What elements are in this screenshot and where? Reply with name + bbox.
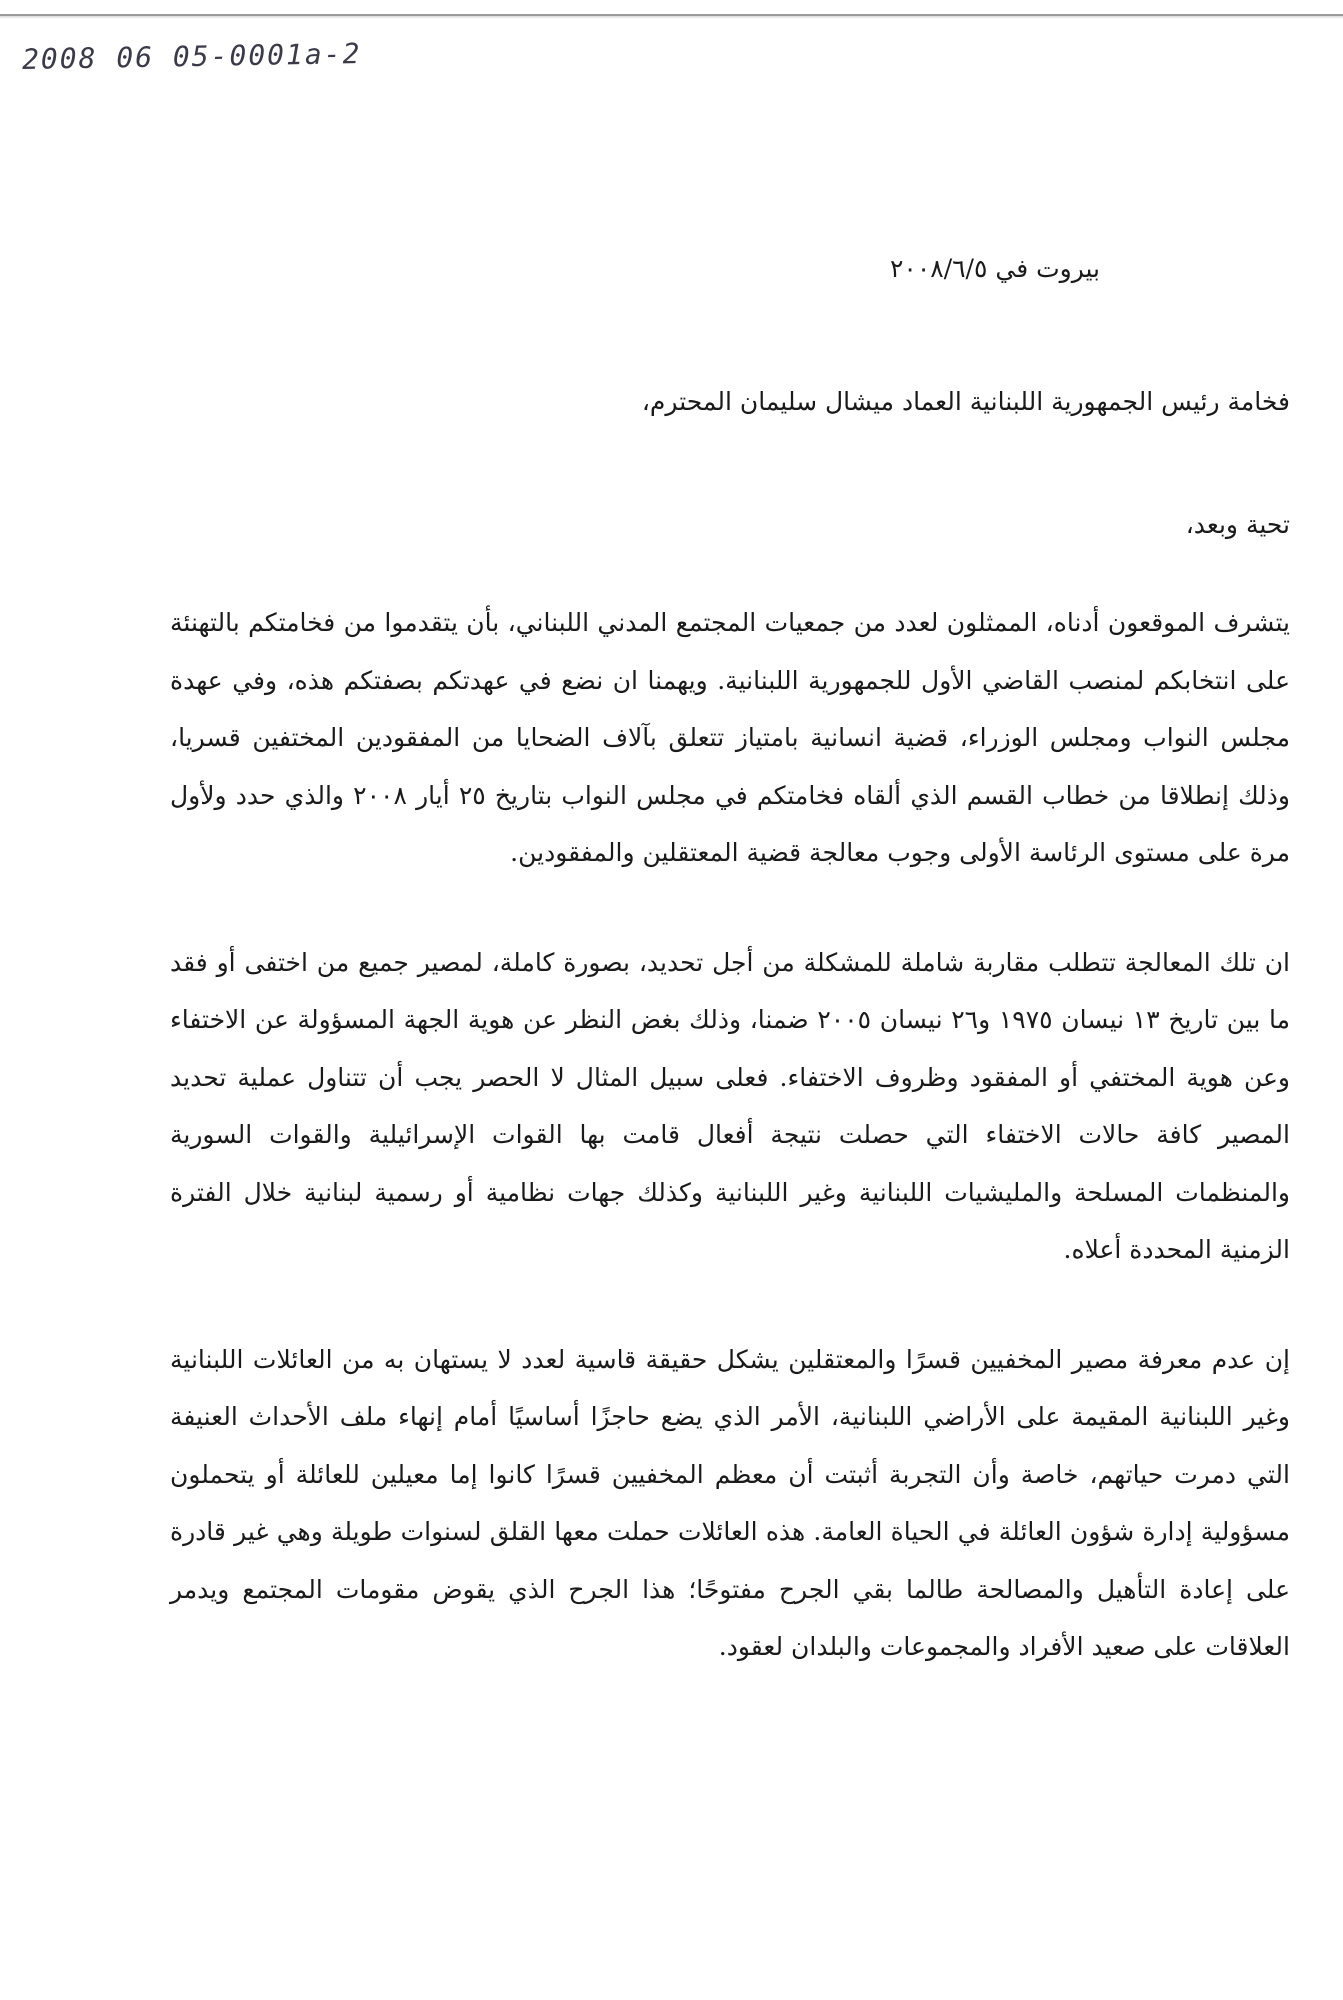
paragraph-families-impact: إن عدم معرفة مصير المخفيين قسرًا والمعتقلين يشكل حقيقة قاسية لعدد لا يستهان به من العائلات اللبنانية وغير اللبنانية المقيمة على الأراضي اللبنانية، الأمر الذي يضع حاجزًا أساسيًا أمام إنهاء ملف الأحداث العنيفة التي دمرت حياتهم، خاصة وأن التجربة أثبتت أن معظم المخفيين قسرًا كانوا إما معيلين للعائلة أو يتحملون مسؤولية إدارة شؤون العائلة في الحياة العامة. هذه العائلات حملت معها القلق لسنوات طويلة وهي غير قادرة على إعادة التأهيل والمصالحة طالما بقي الجرح مفتوحًا؛ هذا الجرح الذي يقوض مقومات المجتمع ويدمر العلاقات على صعيد الأفراد والمجموعات والبلدان لعقود.: [170, 1344, 1290, 1661]
letter-body: [170, 250, 1290, 1676]
greeting-line: تحية وبعد،: [1185, 510, 1290, 539]
addressee-line: فخامة رئيس الجمهورية اللبنانية العماد ميشال سليمان المحترم،: [641, 387, 1290, 416]
date-line: بيروت في ٢٠٠٨/٦/٥: [889, 254, 1100, 283]
handwritten-reference-number: 2008 06 05-0001a-2: [21, 37, 362, 76]
paragraph-congratulations: يتشرف الموقعون أدناه، الممثلون لعدد من جمعيات المجتمع المدني اللبناني، بأن يتقدموا من فخامتكم بالتهنئة على انتخابكم لمنصب القاضي الأول للجمهورية اللبنانية. ويهمنا ان نضع في عهدتكم بصفتكم هذه، وفي عهدة مجلس النواب ومجلس الوزراء، قضية انسانية بامتياز تتعلق بآلاف الضحايا من المفقودين المختفين قسريا، وذلك إنطلاقا من خطاب القسم الذي ألقاه فخامتكم في مجلس النواب بتاريخ ٢٥ أيار ٢٠٠٨ والذي حدد ولأول مرة على مستوى الرئاسة الأولى وجوب معالجة قضية المعتقلين والمفقودين.: [170, 608, 1290, 867]
scan-edge-shadow: [0, 16, 1343, 19]
paragraph-comprehensive-approach: ان تلك المعالجة تتطلب مقاربة شاملة للمشكلة من أجل تحديد، بصورة كاملة، لمصير جميع من اختفى أو فقد ما بين تاريخ ١٣ نيسان ١٩٧٥ و٢٦ نيسان ٢٠٠٥ ضمنا، وذلك بغض النظر عن هوية الجهة المسؤولة عن الاختفاء وعن هوية المختفي أو المفقود وظروف الاختفاء. فعلى سبيل المثال لا الحصر يجب أن تتناول عملية تحديد المصير كافة حالات الاختفاء التي حصلت نتيجة أفعال قامت بها القوات الإسرائيلية والقوات السورية والمنظمات المسلحة والمليشيات اللبنانية وغير اللبنانية وكذلك جهات نظامية أو رسمية لبنانية خلال الفترة الزمنية المحددة أعلاه.: [170, 947, 1290, 1264]
